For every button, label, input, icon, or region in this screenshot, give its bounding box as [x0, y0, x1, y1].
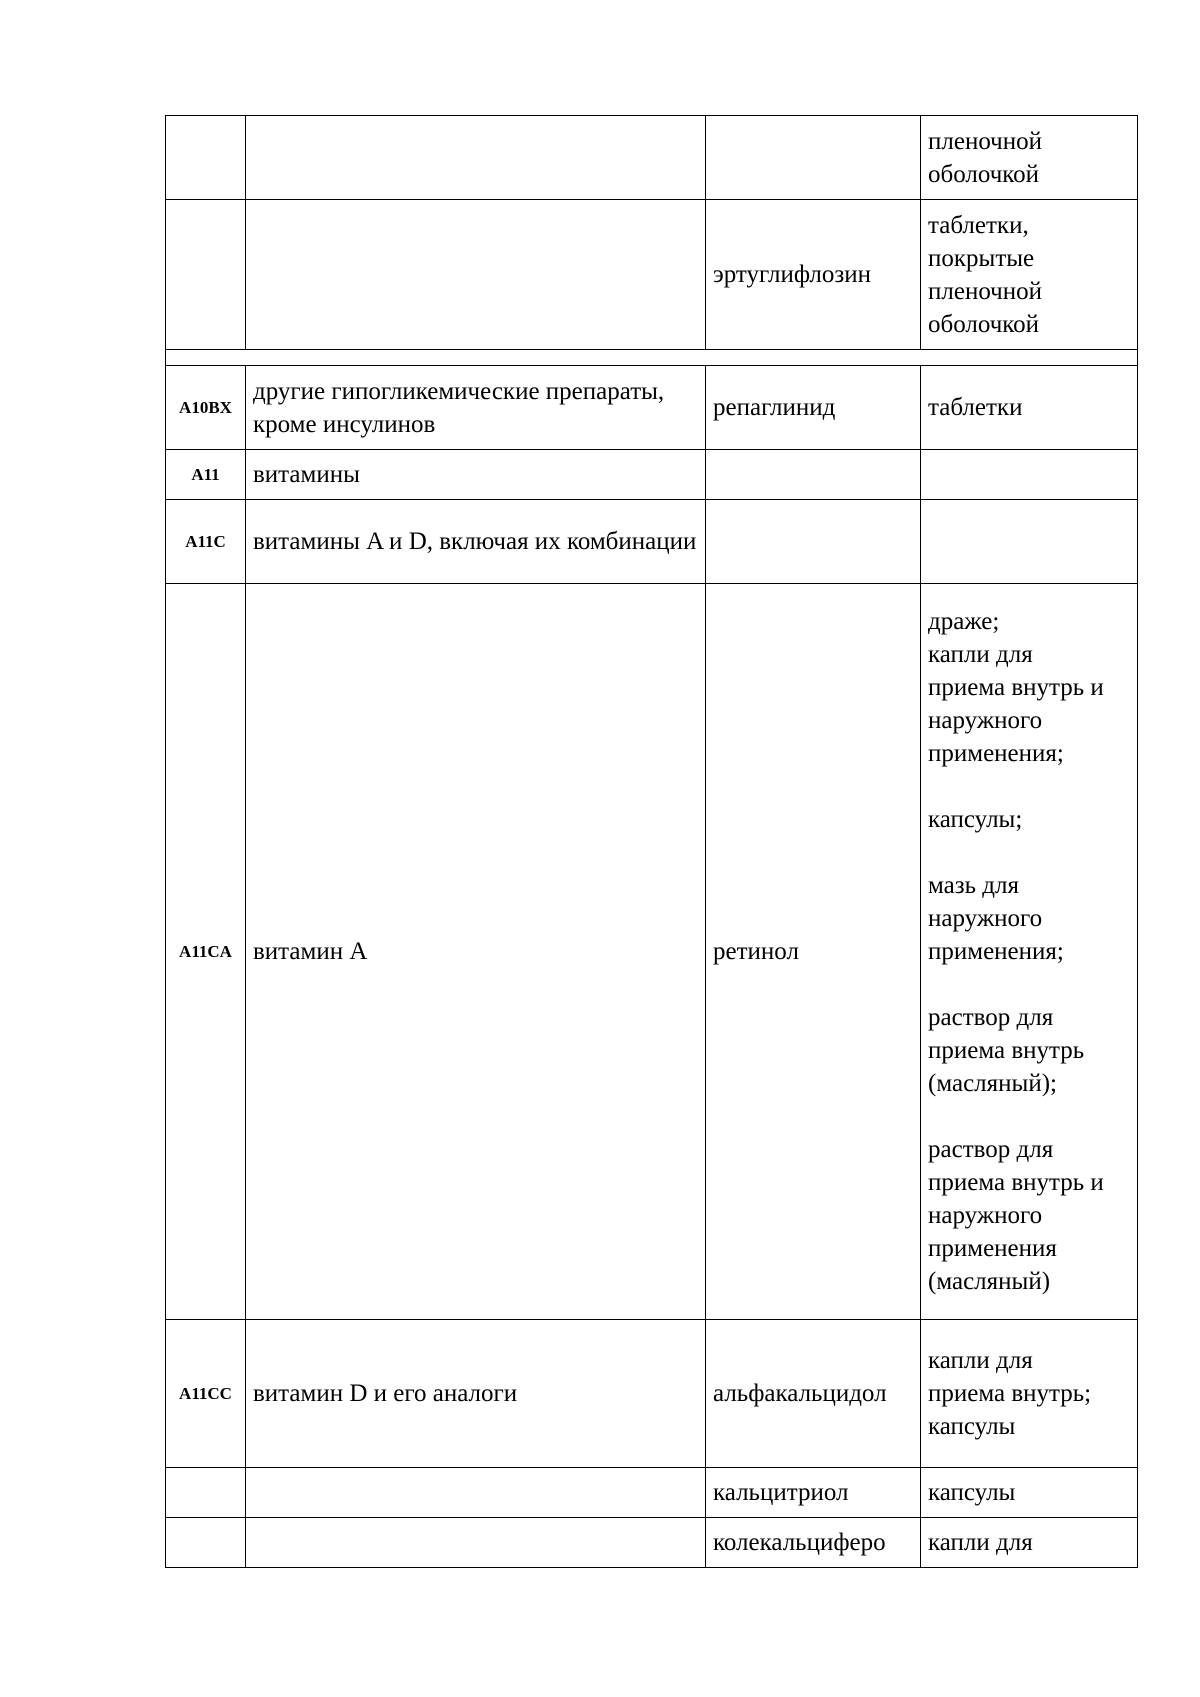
table-row [166, 366, 1138, 450]
table-row [166, 1518, 1138, 1568]
drug-name-cell [706, 450, 921, 500]
table-separator-row [166, 350, 1138, 366]
atc-code-cell [166, 200, 246, 350]
dosage-form-cell: капли для [921, 1518, 1138, 1568]
dosage-form-cell: таблетки [921, 366, 1138, 450]
group-name-cell: витамин A [246, 584, 706, 1320]
drug-name-cell: альфакальцидол [706, 1320, 921, 1468]
dosage-form-cell [921, 500, 1138, 584]
table-row [166, 450, 1138, 500]
table-row [166, 584, 1138, 1320]
atc-code-cell [166, 116, 246, 200]
group-name-cell [246, 116, 706, 200]
atc-code-cell: A11C [166, 500, 246, 584]
group-name-cell: витамины [246, 450, 706, 500]
dosage-form-cell [921, 450, 1138, 500]
table-row [166, 1468, 1138, 1518]
atc-code-cell: A11 [166, 450, 246, 500]
table-row [166, 116, 1138, 200]
table-row [166, 200, 1138, 350]
group-name-cell: другие гипогликемические препараты, кроме инсулинов [246, 366, 706, 450]
drug-name-cell: кальцитриол [706, 1468, 921, 1518]
drug-name-cell [706, 116, 921, 200]
atc-code-cell: A11CA [166, 584, 246, 1320]
drug-name-cell: репаглинид [706, 366, 921, 450]
atc-code-cell: A11CC [166, 1320, 246, 1468]
atc-code-cell [166, 1468, 246, 1518]
table-row [166, 500, 1138, 584]
group-name-cell [246, 1468, 706, 1518]
group-name-cell: витамин D и его аналоги [246, 1320, 706, 1468]
table-row [166, 1320, 1138, 1468]
atc-code-cell: A10BX [166, 366, 246, 450]
group-name-cell [246, 1518, 706, 1568]
separator-cell [166, 350, 1138, 366]
atc-code-cell [166, 1518, 246, 1568]
group-name-cell: витамины A и D, включая их комбинации [246, 500, 706, 584]
dosage-form-cell: драже; капли для приема внутрь и наружного применения; капсулы; мазь для наружного применения; раствор для приема внутрь (масляный); раствор для приема внутрь и наружного применения (масляный) [921, 584, 1138, 1320]
dosage-form-cell: капсулы [921, 1468, 1138, 1518]
drug-list-table [165, 115, 1138, 1568]
drug-name-cell: эртуглифлозин [706, 200, 921, 350]
group-name-cell [246, 200, 706, 350]
drug-name-cell [706, 500, 921, 584]
dosage-form-cell: капли для приема внутрь; капсулы [921, 1320, 1138, 1468]
drug-name-cell: ретинол [706, 584, 921, 1320]
dosage-form-cell: таблетки, покрытые пленочной оболочкой [921, 200, 1138, 350]
drug-name-cell: колекальциферо [706, 1518, 921, 1568]
dosage-form-cell: пленочной оболочкой [921, 116, 1138, 200]
